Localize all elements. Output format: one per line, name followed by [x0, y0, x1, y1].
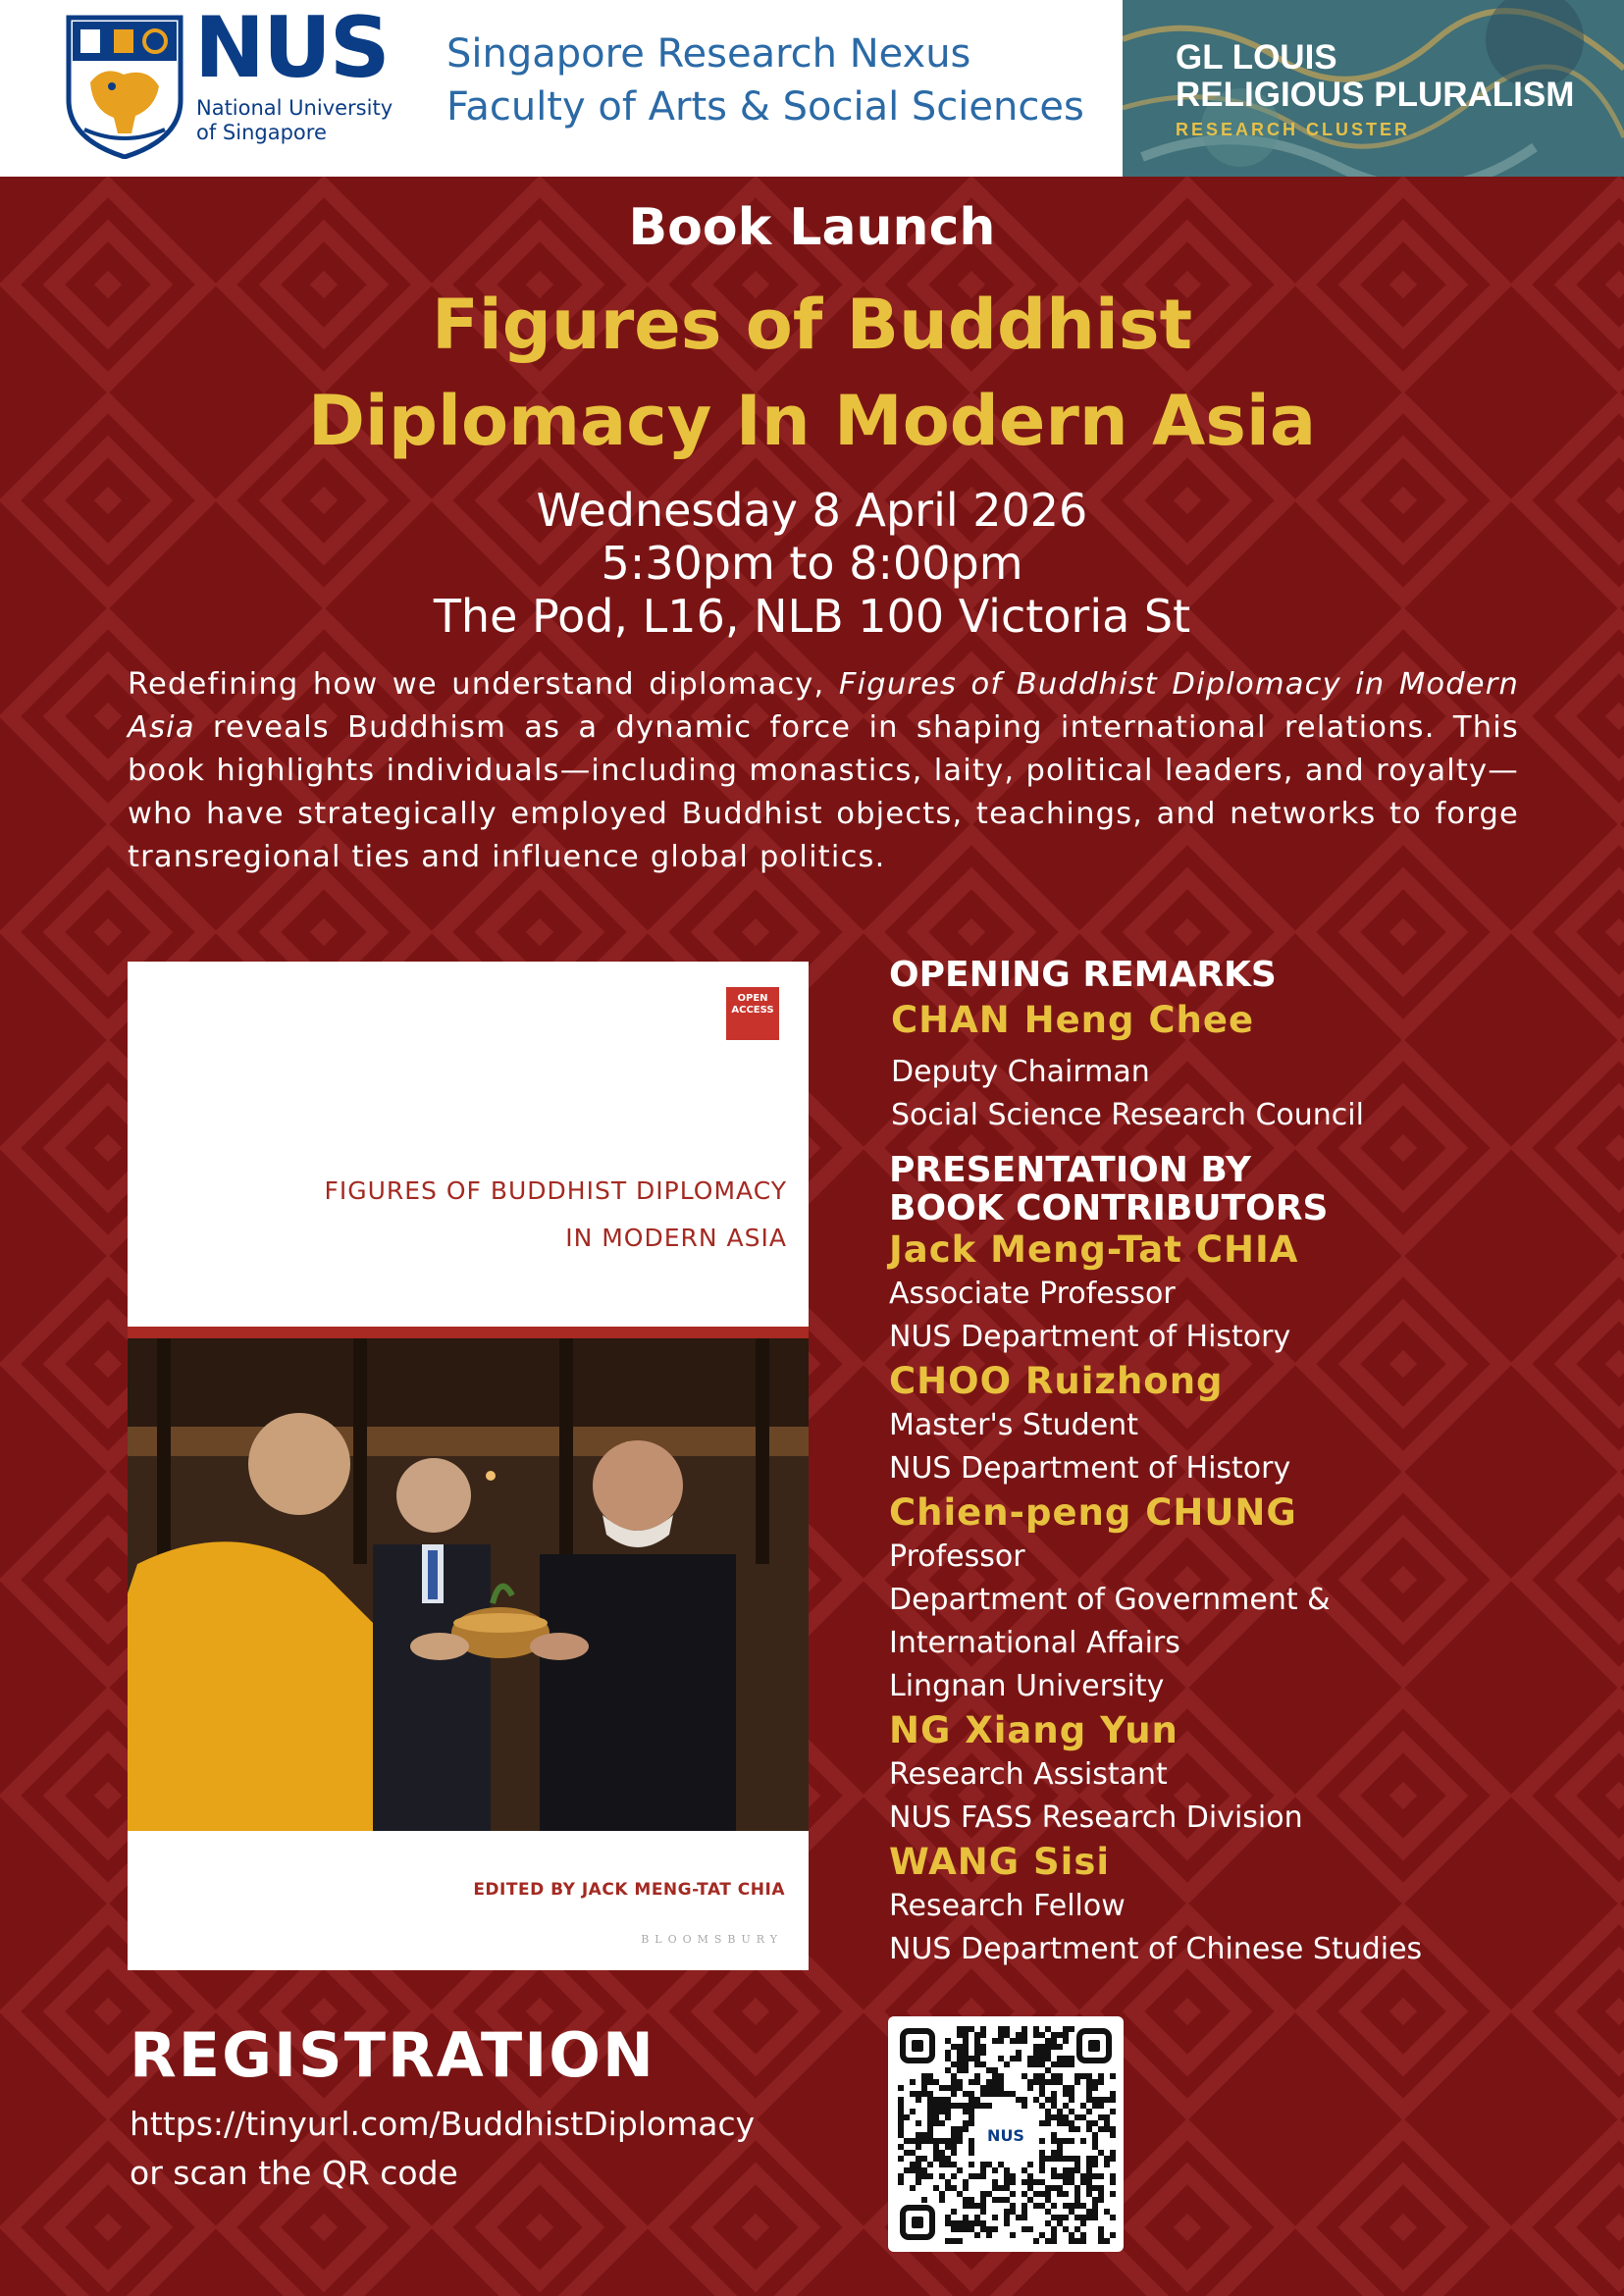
badge-line1: OPEN [737, 993, 768, 1004]
event-type: Book Launch [628, 198, 996, 257]
nus-full-name [196, 96, 393, 145]
qr-code-icon [888, 2016, 1124, 2252]
srn-line: Singapore Research Nexus [446, 31, 971, 77]
contributor-org: Department of Government & [889, 1583, 1331, 1617]
registration-note: or scan the QR code [130, 2154, 458, 2192]
presentation-heading [889, 1151, 1596, 1227]
event-venue: The Pod, L16, NLB 100 Victoria St [433, 590, 1191, 643]
contributor [889, 1490, 1596, 1708]
cluster-name-line1: GL LOUIS [1176, 38, 1337, 77]
contributor-org: NUS FASS Research Division [889, 1800, 1303, 1835]
research-cluster-logo [1123, 0, 1624, 177]
contributor [889, 1359, 1596, 1490]
cluster-name-line2: RELIGIOUS PLURALISM [1176, 76, 1575, 114]
contributor-org: NUS Department of History [889, 1320, 1291, 1354]
open-access-badge [726, 987, 779, 1040]
cluster-name [1176, 39, 1574, 114]
badge-line2: ACCESS [731, 1005, 774, 1016]
description-body: reveals Buddhism as a dynamic force in shaping international relations. This book highlights individuals—including monastics, laity, political leaders, and royalty—who have strategically employed Buddhist objects, teachings, and networks to forge transregional ties and influence global politics. [128, 710, 1519, 874]
contributor [889, 1227, 1596, 1359]
contributor-name: CHOO Ruizhong [889, 1360, 1224, 1402]
contributor [889, 1708, 1596, 1840]
book-title-line2: Diplomacy In Modern Asia [307, 381, 1317, 461]
event-time: 5:30pm to 8:00pm [601, 537, 1023, 590]
opening-remarks-heading: OPENING REMARKS [889, 955, 1277, 995]
speaker-role: Deputy Chairman [891, 1055, 1150, 1089]
contributor-role: Master's Student [889, 1408, 1138, 1442]
book-title [0, 277, 1624, 469]
header-banner [0, 0, 1624, 177]
book-description [128, 663, 1519, 879]
contributor-role: Associate Professor [889, 1277, 1176, 1311]
contributor-name: WANG Sisi [889, 1841, 1111, 1883]
contributor-role: Research Fellow [889, 1889, 1126, 1923]
nus-full-name-line1: National University [196, 96, 393, 120]
contributor-org: NUS Department of History [889, 1451, 1291, 1486]
contributor-role: Research Assistant [889, 1757, 1168, 1792]
contributor-org: International Affairs [889, 1626, 1180, 1660]
cover-title-line1: FIGURES OF BUDDHIST DIPLOMACY [324, 1176, 787, 1205]
book-title-line1: Figures of Buddhist [431, 285, 1193, 365]
nus-logo-text: NUS [194, 0, 389, 97]
qr-center-logo: NUS [987, 2126, 1024, 2145]
nus-full-name-line2: of Singapore [196, 121, 327, 144]
fass-line: Faculty of Arts & Social Sciences [446, 84, 1084, 130]
cover-editor: EDITED BY JACK MENG-TAT CHIA [473, 1880, 785, 1900]
contributor [889, 1840, 1596, 1971]
cluster-subtitle: RESEARCH CLUSTER [1176, 120, 1411, 139]
contributor-org: NUS Department of Chinese Studies [889, 1932, 1423, 1966]
registration-link[interactable]: https://tinyurl.com/BuddhistDiplomacy [130, 2105, 756, 2143]
contributor-name: Chien-peng CHUNG [889, 1491, 1297, 1534]
cover-title-line2: IN MODERN ASIA [565, 1224, 787, 1252]
speaker-name: CHAN Heng Chee [891, 999, 1255, 1041]
registration-heading: REGISTRATION [130, 2019, 655, 2091]
speaker-affiliation [891, 1051, 1596, 1137]
contributor-name: NG Xiang Yun [889, 1709, 1179, 1751]
cover-photo [128, 1338, 809, 1831]
contributor-org: Lingnan University [889, 1669, 1165, 1703]
contributor-role: Professor [889, 1539, 1025, 1574]
book-cover [128, 962, 809, 1970]
nus-crest-icon [65, 14, 184, 159]
presentation-heading-line1: PRESENTATION BY [889, 1150, 1251, 1190]
event-date: Wednesday 8 April 2026 [536, 484, 1088, 537]
speaker-org: Social Science Research Council [891, 1098, 1364, 1132]
description-intro: Redefining how we understand diplomacy, [128, 667, 839, 702]
cover-title [324, 1168, 787, 1262]
presentation-heading-line2: BOOK CONTRIBUTORS [889, 1188, 1329, 1228]
description-book-title: Figures of Buddhist Diplomacy in Modern Asia [128, 667, 1519, 745]
qr-code[interactable] [888, 2016, 1124, 2252]
registration-info [130, 2100, 755, 2198]
cover-publisher: BLOOMSBURY [641, 1933, 783, 1946]
srn-faculty-name [446, 27, 1084, 133]
contributor-name: Jack Meng-Tat CHIA [889, 1228, 1299, 1271]
contributor-list [889, 1227, 1596, 1971]
cover-divider [128, 1327, 809, 1338]
speakers-section [889, 956, 1596, 1971]
